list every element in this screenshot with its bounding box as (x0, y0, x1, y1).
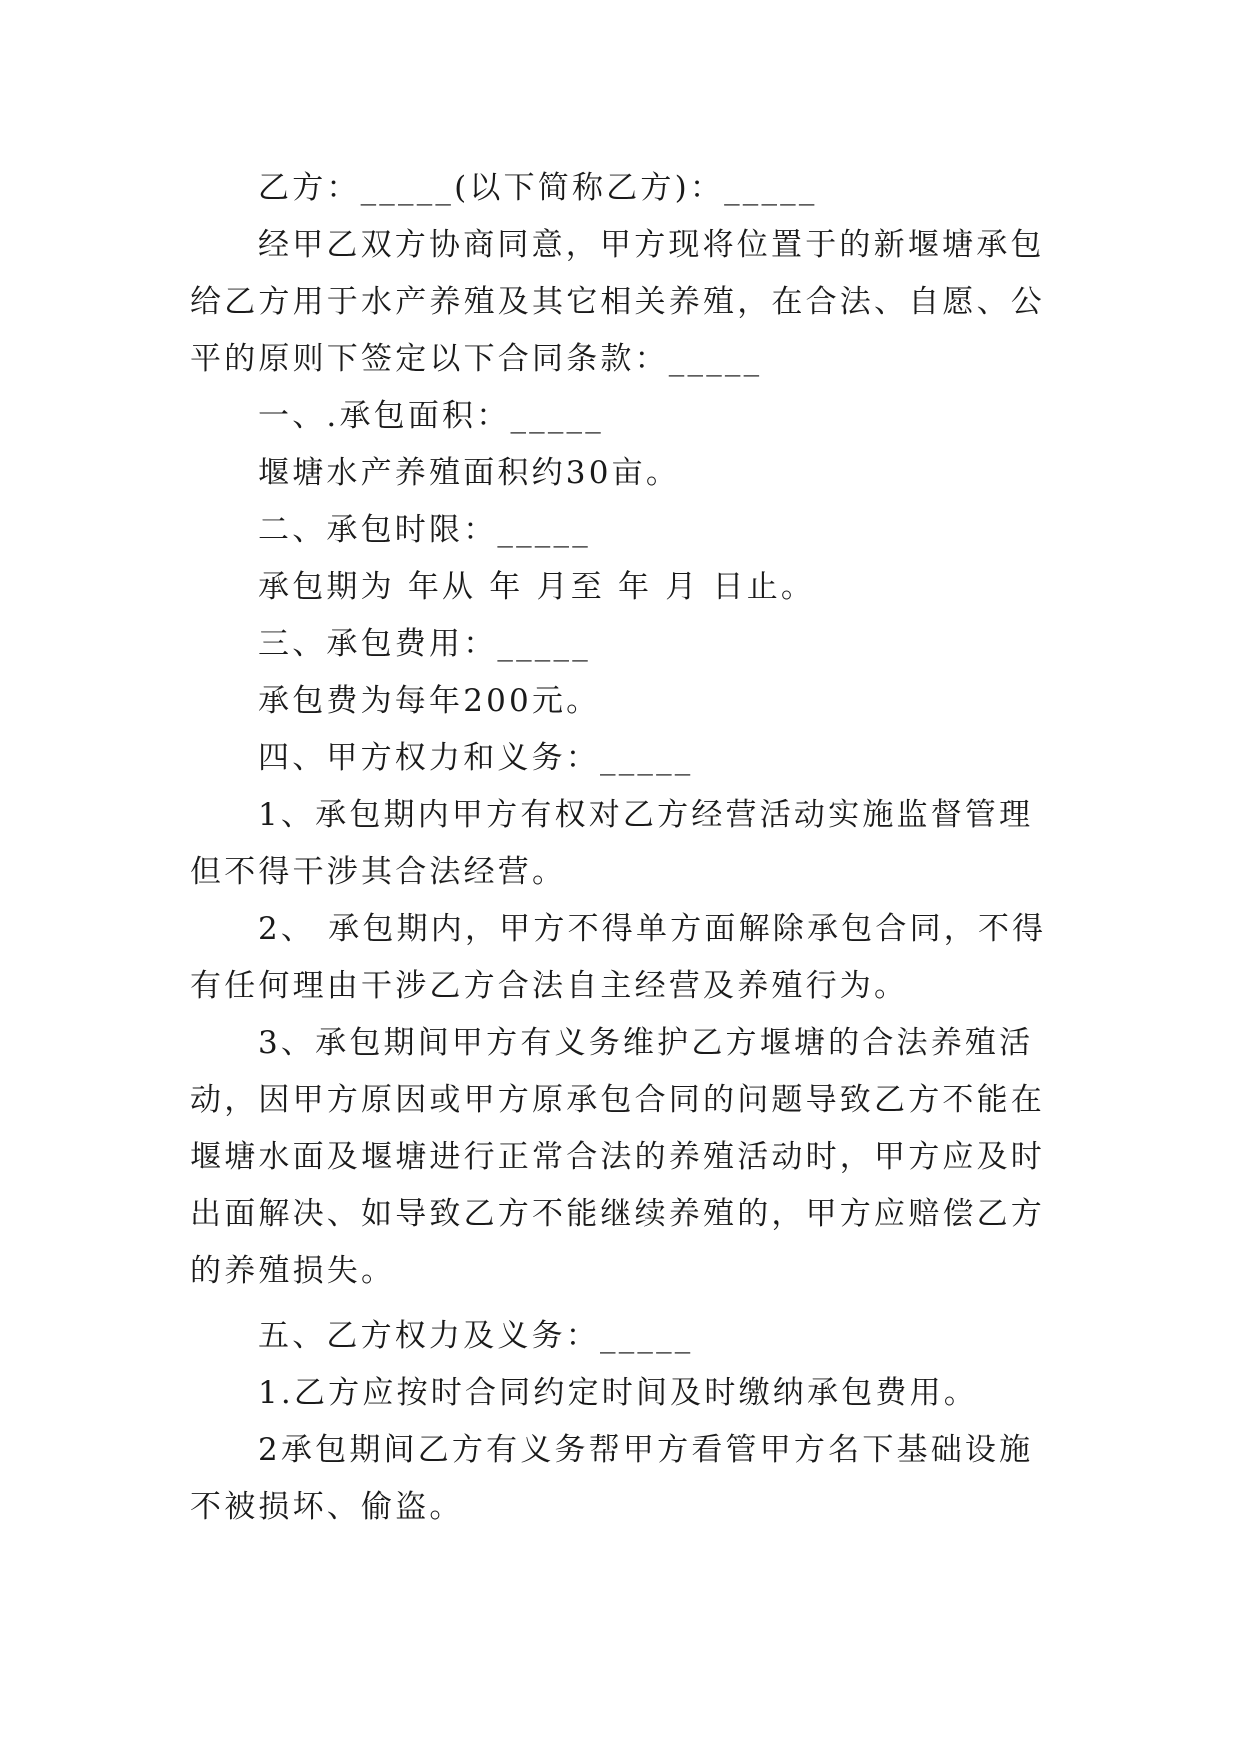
section-4-clause-3: 3、承包期间甲方有义务维护乙方堰塘的合法养殖活动，因甲方原因或甲方原承包合同的问题导致乙方不能在堰塘水面及堰塘进行正常合法的养殖活动时，甲方应及时出面解决、如导致乙方不能继续养殖的，甲方应赔偿乙方的养殖损失。 (190, 1025, 1045, 1289)
contract-body (190, 160, 1050, 1536)
section-5-heading: 五、乙方权力及义务：_____ (258, 1318, 694, 1354)
preamble-paragraph: 经甲乙双方协商同意，甲方现将位置于的新堰塘承包给乙方用于水产养殖及其它相关养殖，在合法、自愿、公平的原则下签定以下合同条款：_____ (190, 227, 1045, 377)
party-b-line: 乙方：_____(以下简称乙方)：_____ (258, 170, 818, 206)
section-5-clause-2: 2承包期间乙方有义务帮甲方看管甲方名下基础设施不被损坏、偷盗。 (190, 1432, 1034, 1525)
section-5-clause-1: 1.乙方应按时合同约定时间及时缴纳承包费用。 (258, 1375, 978, 1411)
section-2-text: 承包期为 年从 年 月至 年 月 日止。 (258, 569, 816, 605)
section-1-text: 堰塘水产养殖面积约30亩。 (258, 455, 681, 491)
section-3-text: 承包费为每年200元。 (258, 683, 601, 719)
section-2-heading: 二、承包时限：_____ (258, 512, 591, 548)
section-4-clause-2: 2、 承包期内，甲方不得单方面解除承包合同，不得有任何理由干涉乙方合法自主经营及养殖行为。 (190, 911, 1047, 1004)
section-3-heading: 三、承包费用：_____ (258, 626, 591, 662)
section-1-heading: 一、.承包面积：_____ (258, 398, 604, 434)
section-4-clause-1: 1、承包期内甲方有权对乙方经营活动实施监督管理但不得干涉其合法经营。 (190, 797, 1034, 890)
section-4-heading: 四、甲方权力和义务：_____ (258, 740, 694, 776)
